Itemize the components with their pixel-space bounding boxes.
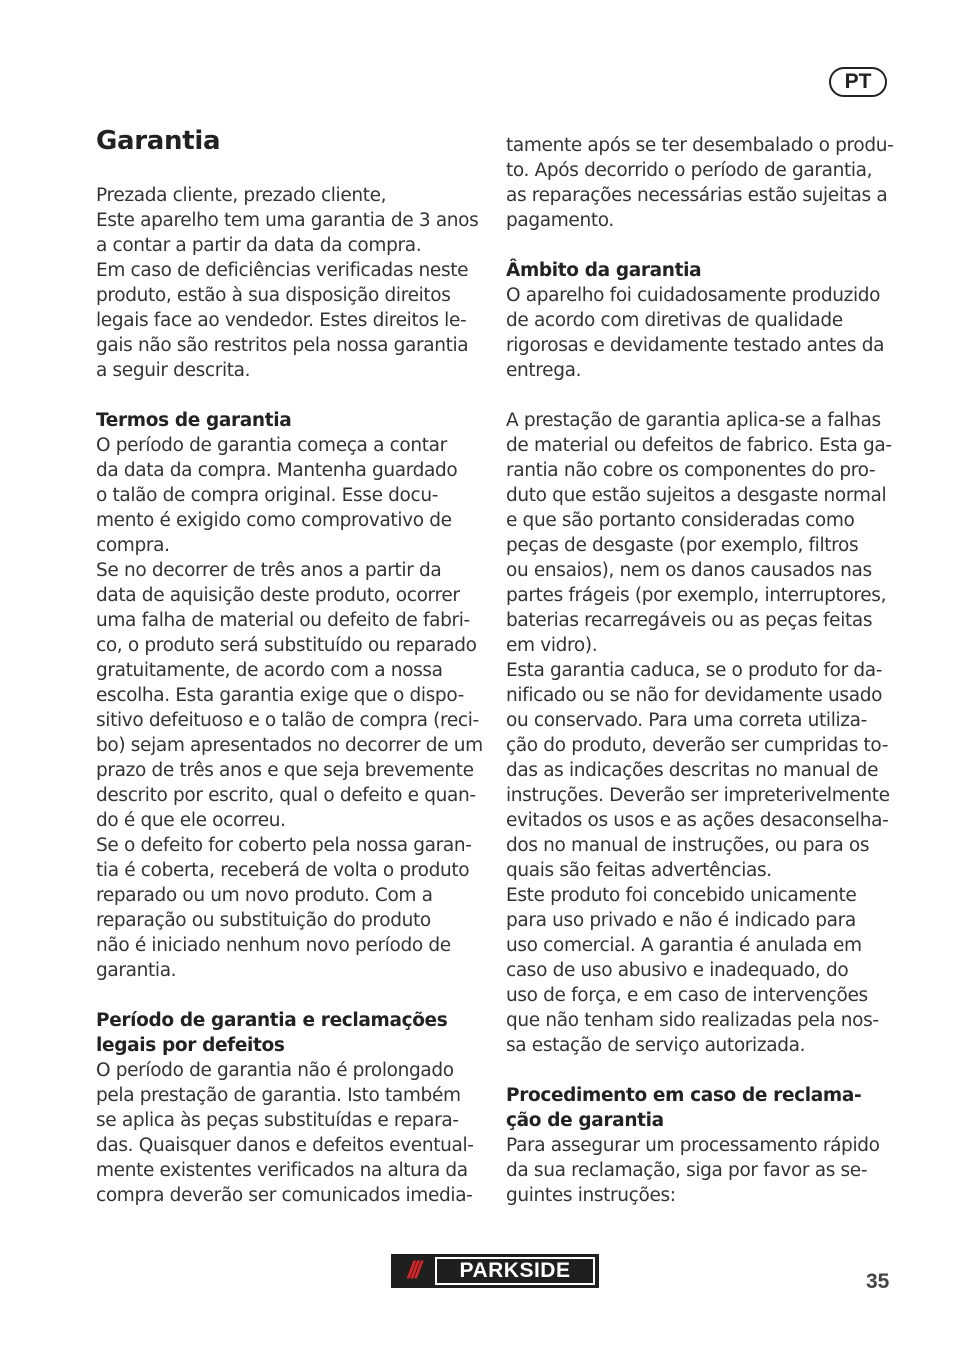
text-line: o talão de compra original. Esse docu-	[96, 485, 439, 506]
text-line: ou ensaios), nem os danos causados nas	[506, 560, 872, 581]
text-line: partes frágeis (por exemplo, interruptores,	[506, 585, 887, 606]
text-line: as reparações necessárias estão sujeitas a	[506, 185, 888, 206]
text-line: das as indicações descritas no manual de	[506, 760, 879, 781]
text-line: Este produto foi concebido unicamente	[506, 885, 857, 906]
page-number: 35	[866, 1270, 890, 1293]
text-line: nificado ou se não for devidamente usado	[506, 685, 883, 706]
text-line: peças de desgaste (por exemplo, filtros	[506, 535, 859, 556]
text-line: data de aquisição deste produto, ocorrer	[96, 585, 460, 606]
text-line: e que são portanto consideradas como	[506, 510, 855, 531]
text-line: descrito por escrito, qual o defeito e quan-	[96, 785, 476, 806]
intro-paragraph	[96, 183, 488, 383]
text-line: ção do produto, deverão ser cumpridas to-	[506, 735, 889, 756]
text-line: se aplica às peças substituídas e repara-	[96, 1110, 459, 1131]
scope-heading	[506, 258, 898, 283]
text-line: duto que estão sujeitos a desgaste normal	[506, 485, 887, 506]
text-line: Para assegurar um processamento rápido	[506, 1135, 880, 1156]
text-line: da data da compra. Mantenha guardado	[96, 460, 458, 481]
text-line: prazo de três anos e que seja brevemente	[96, 760, 474, 781]
text-line: a seguir descrita.	[96, 360, 251, 381]
text-line: O período de garantia não é prolongado	[96, 1060, 454, 1081]
text-line: gratuitamente, de acordo com a nossa	[96, 660, 443, 681]
text-line: gais não são restritos pela nossa garantia	[96, 335, 469, 356]
text-line: para uso privado e não é indicado para	[506, 910, 856, 931]
period-paragraph	[96, 1058, 488, 1208]
text-line: reparado ou um novo produto. Com a	[96, 885, 433, 906]
terms-heading	[96, 408, 488, 433]
text-line: tamente após se ter desembalado o produ-	[506, 135, 894, 156]
text-line: a contar a partir da data da compra.	[96, 235, 422, 256]
text-line: compra deverão ser comunicados imedia-	[96, 1185, 473, 1206]
text-line: pagamento.	[506, 210, 614, 231]
text-line: O período de garantia começa a contar	[96, 435, 447, 456]
text-line: legais por defeitos	[96, 1035, 285, 1056]
text-line: mento é exigido como comprovativo de	[96, 510, 452, 531]
terms-paragraph	[96, 433, 488, 983]
text-line: caso de uso abusivo e inadequado, do	[506, 960, 849, 981]
text-line: produto, estão à sua disposição direitos	[96, 285, 451, 306]
right-column	[506, 133, 898, 1208]
text-line: evitados os usos e as ações desaconselha-	[506, 810, 889, 831]
text-line: escolha. Esta garantia exige que o dispo-	[96, 685, 464, 706]
text-line: dos no manual de instruções, ou para os	[506, 835, 870, 856]
logo-brand-text: PARKSIDE	[435, 1257, 595, 1285]
scope-details-paragraph	[506, 408, 898, 1058]
text-line: da sua reclamação, siga por favor as se-	[506, 1160, 868, 1181]
text-line: to. Após decorrido o período de garantia,	[506, 160, 873, 181]
left-column	[96, 183, 488, 1208]
text-line: em vidro).	[506, 635, 598, 656]
text-line: quais são feitas advertências.	[506, 860, 772, 881]
page-title: Garantia	[96, 126, 221, 156]
text-line: Se o defeito for coberto pela nossa garan-	[96, 835, 472, 856]
heading-line: Termos de garantia	[96, 410, 292, 431]
text-line: de material ou defeitos de fabrico. Esta ga-	[506, 435, 892, 456]
text-line: reparação ou substituição do produto	[96, 910, 431, 931]
text-line: sa estação de serviço autorizada.	[506, 1035, 806, 1056]
procedure-paragraph	[506, 1133, 898, 1208]
text-line: O aparelho foi cuidadosamente produzido	[506, 285, 881, 306]
text-line: compra.	[96, 535, 170, 556]
text-line: tia é coberta, receberá de volta o produto	[96, 860, 470, 881]
text-line: que não tenham sido realizadas pela nos-	[506, 1010, 879, 1031]
text-line: uma falha de material ou defeito de fabri-	[96, 610, 470, 631]
period-heading	[96, 1008, 488, 1058]
period-continued-paragraph	[506, 133, 898, 233]
text-line: baterias recarregáveis ou as peças feitas	[506, 610, 873, 631]
text-line: A prestação de garantia aplica-se a falhas	[506, 410, 881, 431]
text-line: Esta garantia caduca, se o produto for da-	[506, 660, 883, 681]
text-line: garantia.	[96, 960, 177, 981]
procedure-heading	[506, 1083, 898, 1133]
text-line: co, o produto será substituído ou reparado	[96, 635, 477, 656]
heading-line: Âmbito da garantia	[506, 260, 702, 281]
text-line: Se no decorrer de três anos a partir da	[96, 560, 442, 581]
language-badge: PT	[829, 67, 887, 97]
text-line: uso comercial. A garantia é anulada em	[506, 935, 862, 956]
logo-slashes: ///	[407, 1257, 419, 1284]
text-line: Período de garantia e reclamações	[96, 1010, 448, 1031]
text-line: Prezada cliente, prezado cliente,	[96, 185, 387, 206]
text-line: Em caso de deficiências verificadas neste	[96, 260, 469, 281]
text-line: Este aparelho tem uma garantia de 3 anos	[96, 210, 479, 231]
text-line: mente existentes verificados na altura da	[96, 1160, 468, 1181]
text-line: legais face ao vendedor. Estes direitos le-	[96, 310, 467, 331]
text-line: não é iniciado nenhum novo período de	[96, 935, 451, 956]
text-line: rantia não cobre os componentes do pro-	[506, 460, 876, 481]
scope-paragraph	[506, 283, 898, 383]
text-line: bo) sejam apresentados no decorrer de um	[96, 735, 483, 756]
parkside-logo	[391, 1254, 599, 1288]
text-line: instruções. Deverão ser impreterivelmente	[506, 785, 890, 806]
text-line: entrega.	[506, 360, 582, 381]
text-line: ou conservado. Para uma correta utiliza-	[506, 710, 867, 731]
text-line: Procedimento em caso de reclama-	[506, 1085, 862, 1106]
text-line: sitivo defeituoso e o talão de compra (reci-	[96, 710, 479, 731]
text-line: guintes instruções:	[506, 1185, 676, 1206]
text-line: pela prestação de garantia. Isto também	[96, 1085, 461, 1106]
text-line: uso de força, e em caso de intervenções	[506, 985, 868, 1006]
text-line: de acordo com diretivas de qualidade	[506, 310, 843, 331]
text-line: rigorosas e devidamente testado antes da	[506, 335, 885, 356]
text-line: ção de garantia	[506, 1110, 664, 1131]
text-line: do é que ele ocorreu.	[96, 810, 286, 831]
text-line: das. Quaisquer danos e defeitos eventual-	[96, 1135, 474, 1156]
